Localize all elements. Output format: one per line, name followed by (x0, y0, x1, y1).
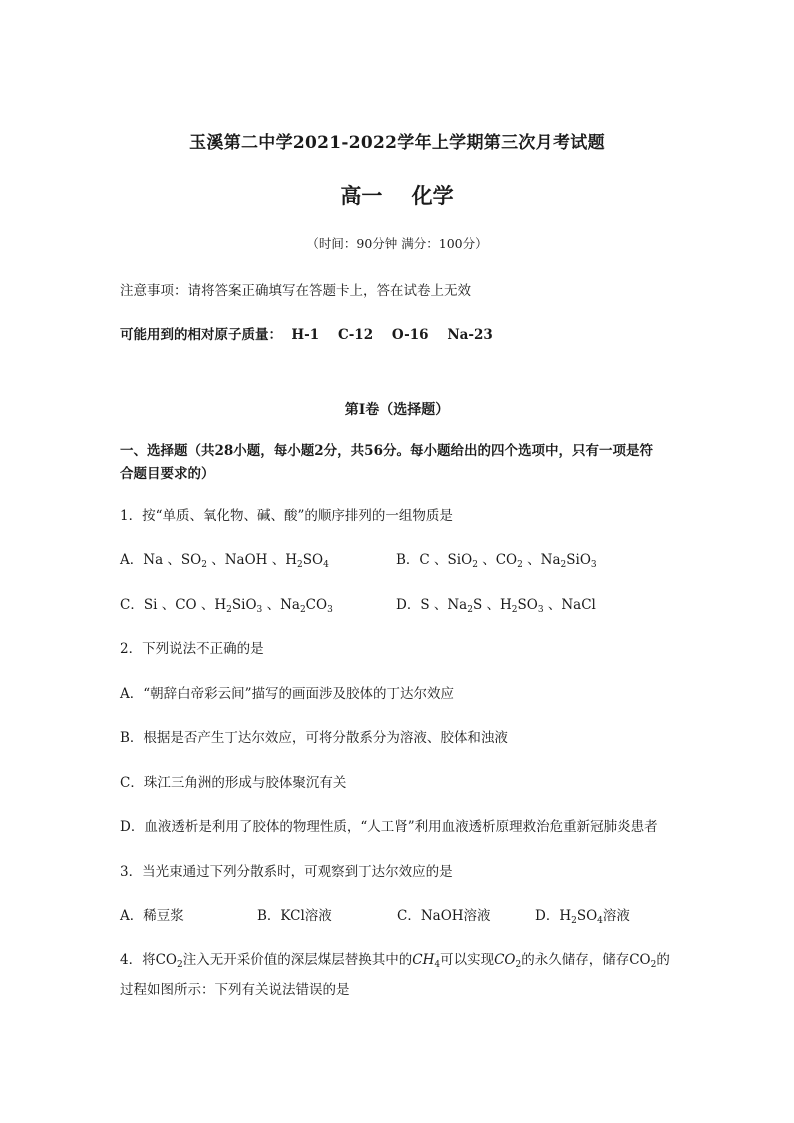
q3-stem: 3．当光束通过下列分散系时，可观察到丁达尔效应的是 (120, 864, 453, 880)
exam-title: 玉溪第二中学2021-2022学年上学期第三次月考试题 (189, 133, 605, 153)
q2-option-c: C．珠江三角洲的形成与胶体聚沉有关 (120, 775, 347, 791)
q1-option-a: A．Na 、$SO_2$ 、NaOH 、$H_2SO_4$ (120, 552, 329, 570)
q2-option-b: B．根据是否产生丁达尔效应，可将分散系分为溶液、胶体和浊液 (120, 730, 508, 746)
part1-instruction-line1: 一、选择题（共28小题，每小题2分，共56分。每小题给出的四个选项中，只有一项是符 (120, 443, 653, 459)
q4-stem-line1: 4．将$CO_2$注入无开采价值的深层煤层替换其中的$CH_4$可以实现$CO_2$的永久储存，储存$CO_2$的 (120, 952, 670, 970)
q1-option-c: C．Si 、CO 、$H_2SiO_3$ 、$Na_2CO_3$ (120, 597, 333, 615)
q3-option-c: C．NaOH溶液 (397, 908, 491, 924)
q2-option-a: A．“朝辞白帝彩云间”描写的画面涉及胶体的丁达尔效应 (120, 686, 455, 702)
q1-stem: 1．按“单质、氧化物、碱、酸”的顺序排列的一组物质是 (120, 508, 453, 524)
section-title: 第I卷（选择题） (344, 402, 450, 418)
q1-option-b: B．C 、SiO$_2$ 、$CO_2$ 、$Na_2SiO_3$ (396, 552, 597, 570)
q3-option-a: A．稀豆浆 (120, 908, 184, 924)
notice-text: 注意事项：请将答案正确填写在答题卡上，答在试卷上无效 (120, 283, 471, 299)
q2-stem: 2．下列说法不正确的是 (120, 641, 264, 657)
q4-stem-line2: 过程如图所示：下列有关说法错误的是 (120, 982, 350, 998)
q1-option-d: D．S 、$Na_2S$ 、$H_2SO_3$ 、NaCl (396, 597, 596, 615)
atomic-mass-text: 可能用到的相对原子质量： H-1 C-12 O-16 Na-23 (120, 327, 493, 343)
q2-option-d: D．血液透析是利用了胶体的物理性质，“人工肾”利用血液透析原理救治危重新冠肺炎患者 (120, 819, 658, 835)
exam-subject: 高一 化学 (340, 183, 454, 208)
q3-option-b: B．KCl溶液 (257, 908, 332, 924)
part1-instruction-line2: 合题目要求的） (120, 466, 215, 482)
exam-info: （时间：90分钟 满分：100分） (306, 236, 488, 251)
q3-option-d: D．$H_2SO_4$溶液 (535, 908, 630, 926)
